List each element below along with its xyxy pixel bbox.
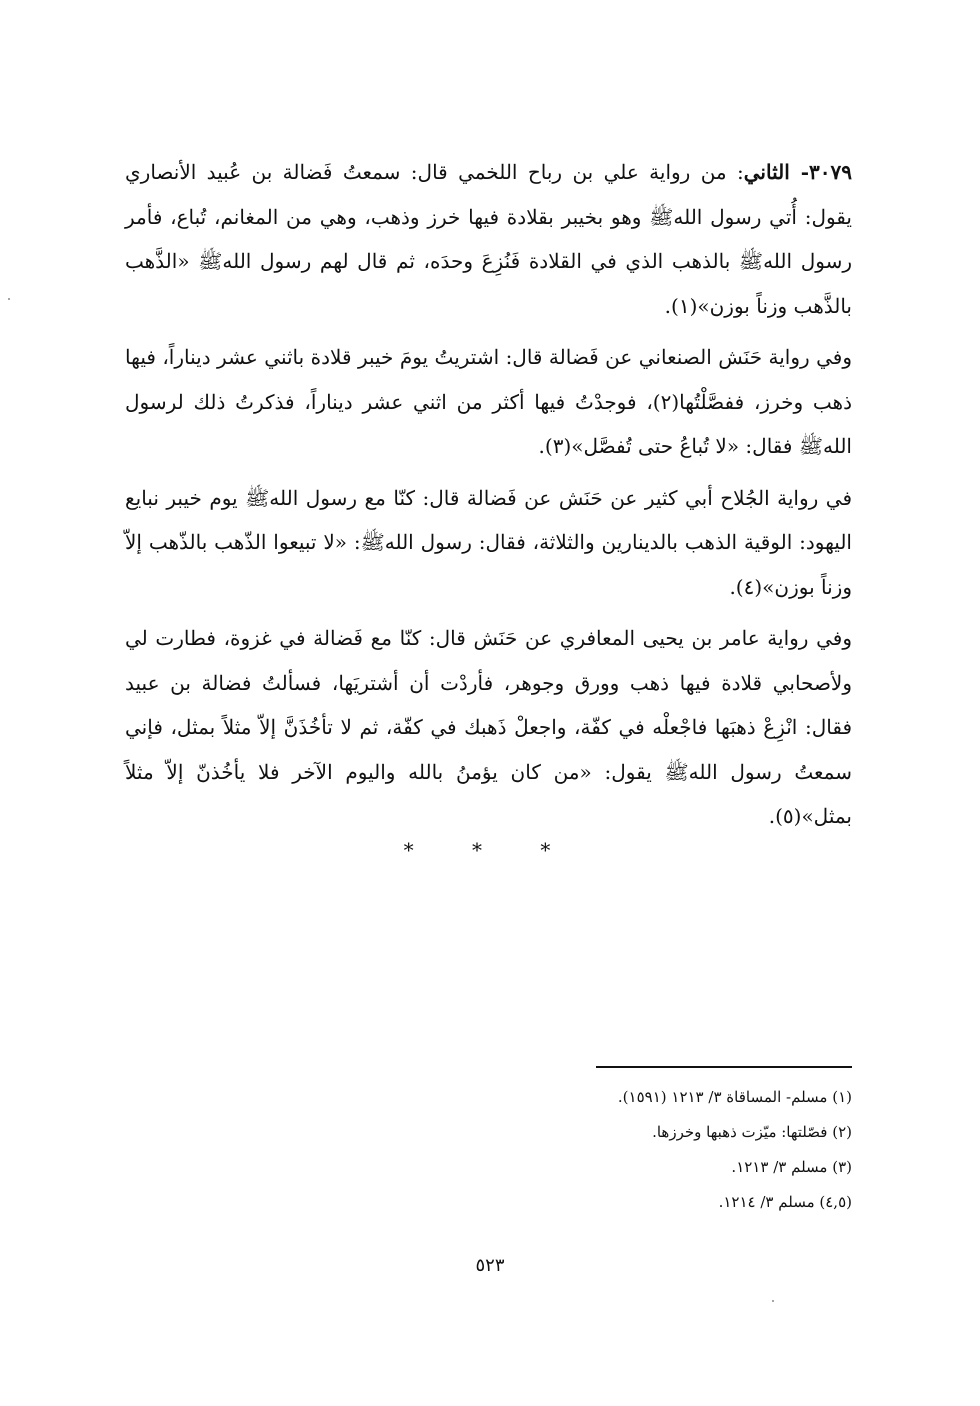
hadith-first-paragraph (125, 150, 852, 328)
main-text (125, 150, 852, 839)
hadith-heading-dash: - (789, 160, 810, 184)
narration-paragraph: في رواية الجُلاح أبي كثير عن حَنَش عن فَضالة قال: كنّا مع رسول اللهﷺ يوم خيبر نبايع اليهود: الوقية الذهب بالدينارين والثلاثة، فقال: رسول اللهﷺ: «لا تبيعوا الذّهب بالذّهب إلاّ وزناً بوزن»(٤). (125, 485, 852, 599)
footnotes (480, 1080, 852, 1220)
hadith-first-paragraph-text: من رواية علي بن رباح اللخمي قال: سمعتُ فَضالة بن عُبيد الأنصاري يقول: أُتي رسول اللهﷺ وهو بخيبر بقلادة فيها خرز وذهب، وهي من المغانم، تُباع، فأمر رسول اللهﷺ بالذهب الذي في القلادة فَنُزِعَ وحدَه، ثم قال لهم رسول اللهﷺ «الذَّهب بالذَّهب وزناً بوزن»(١). (125, 160, 852, 318)
section-separator: * * * (403, 838, 577, 862)
heading-colon: : (726, 160, 744, 184)
footnote: (٤,٥) مسلم ٣/ ١٢١٤. (718, 1193, 852, 1211)
scan-speck (8, 298, 10, 300)
hadith-number: ٣٠٧٩ (809, 160, 853, 184)
footnote: (٣) مسلم ٣/ ١٢١٣. (731, 1158, 852, 1176)
footnote: (١) مسلم- المساقاة ٣/ ١٢١٣ (١٥٩١). (617, 1088, 852, 1106)
hadith-heading: الثاني (743, 160, 790, 184)
page-number: ٥٢٣ (475, 1255, 505, 1276)
narration-paragraph: وفي رواية عامر بن يحيى المعافري عن حَنَش قال: كنّا مع فَضالة في غزوة، فطارت لي ولأصحابي قلادة فيها ذهب وورق وجوهر، فأردْت أن أشتريَها، فسألتُ فضالة بن عبيد فقال: انْزِعْ ذهبَها فاجْعلْه في كفّة، واجعلْ ذَهبك في كفّة، ثم لا تأخُذَنَّ إلاّ مثلاً بمثل، فإني سمعتُ رسول اللهﷺ يقول: «من كان يؤمنُ بالله واليوم الآخر فلا يأخُذنّ إلاّ مثلاً بمثل»(٥). (125, 626, 852, 828)
footnote: (٢) فصّلتها: ميّزت ذهبها وخرزها. (652, 1123, 852, 1141)
narration-paragraph: وفي رواية حَنَش الصنعاني عن فَضالة قال: اشتريتُ يومَ خيبر قلادة باثني عشر ديناراً، فيها ذهب وخرز، ففصَّلْتُها(٢)، فوجدْتُ فيها أكثر من اثني عشر ديناراً، فذكرتُ ذلك لرسول اللهﷺ فقال: «لا تُباعُ حتى تُفصَّل»(٣). (125, 345, 852, 458)
scan-speck (772, 1300, 774, 1302)
footnote-divider (596, 1066, 852, 1068)
